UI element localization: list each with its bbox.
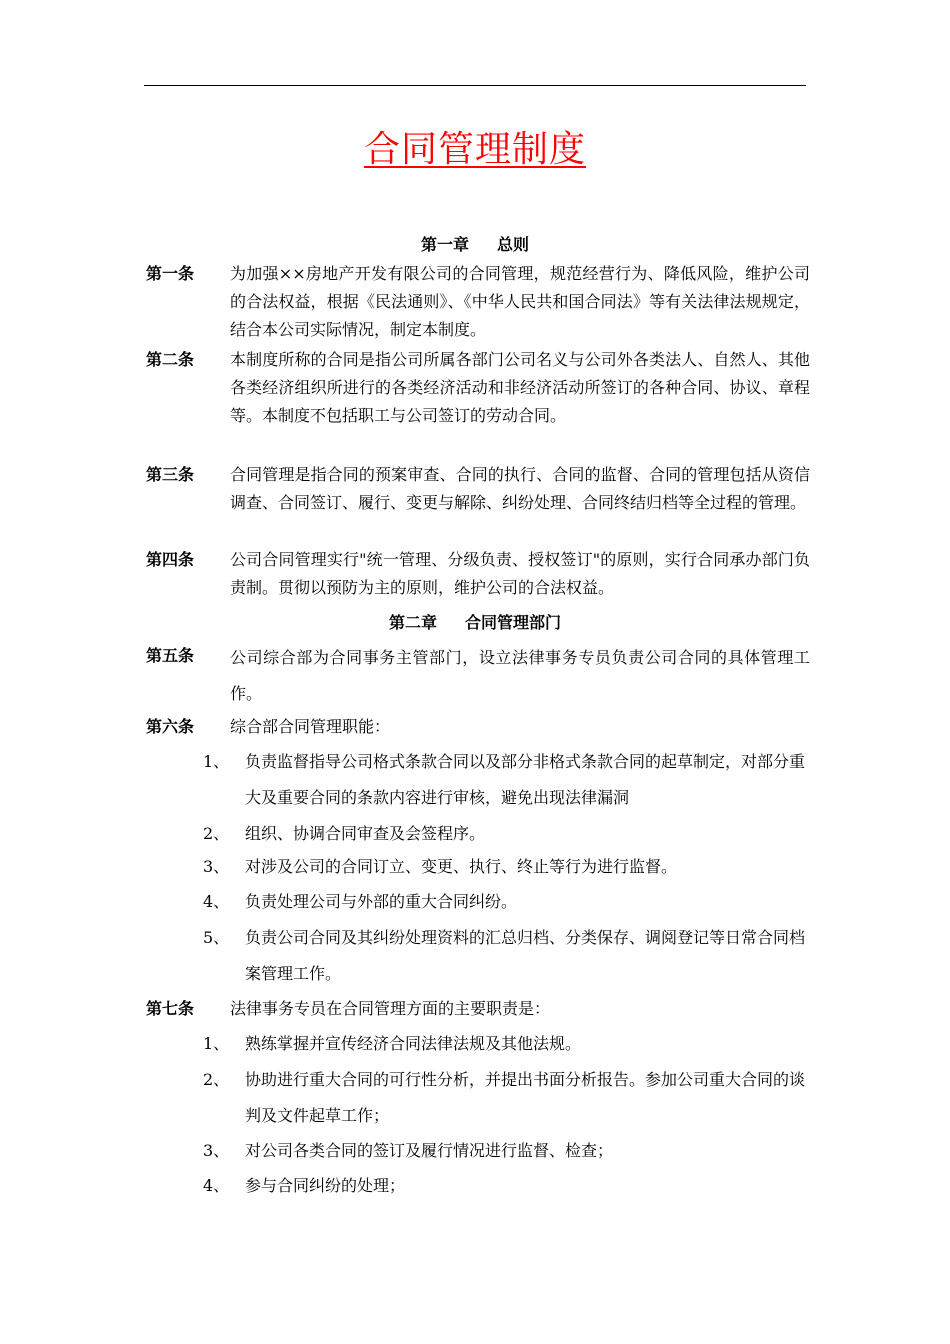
chapter-heading bbox=[0, 232, 950, 255]
article-text: 法律事务专员在合同管理方面的主要职责是： bbox=[230, 999, 551, 1018]
list-item-text: 协助进行重大合同的可行性分析，并提出书面分析报告。参加公司重大合同的谈判及文件起草工作； bbox=[245, 1070, 806, 1125]
article-label: 第七条 bbox=[146, 999, 195, 1018]
list-item-text: 对公司各类合同的签订及履行情况进行监督、检查； bbox=[245, 1141, 614, 1160]
list-number: 1、 bbox=[203, 752, 230, 771]
article-label: 第二条 bbox=[146, 350, 195, 369]
article-text: 公司合同管理实行"统一管理、分级负责、授权签订"的原则，实行合同承办部门负责制。贯彻以预防为主的原则，维护公司的合法权益。 bbox=[230, 550, 810, 597]
list-number: 4、 bbox=[203, 892, 230, 911]
article-label: 第四条 bbox=[146, 550, 195, 569]
list-number: 3、 bbox=[203, 857, 230, 876]
article-text: 公司综合部为合同事务主管部门，设立法律事务专员负责公司合同的具体管理工作。 bbox=[230, 648, 810, 703]
list-item-text: 负责监督指导公司格式条款合同以及部分非格式条款合同的起草制定，对部分重大及重要合同的条款内容进行审核，避免出现法律漏洞 bbox=[245, 752, 806, 807]
list-number: 3、 bbox=[203, 1141, 230, 1160]
list-item-text: 参与合同纠纷的处理； bbox=[245, 1176, 406, 1195]
chapter-name: 总则 bbox=[497, 235, 530, 254]
list-item-text: 负责处理公司与外部的重大合同纠纷。 bbox=[245, 892, 518, 911]
document-title: 合同管理制度 bbox=[363, 129, 586, 170]
article-label: 第三条 bbox=[146, 465, 195, 484]
article-label: 第一条 bbox=[146, 264, 195, 283]
list-item-text: 组织、协调合同审查及会签程序。 bbox=[245, 824, 486, 843]
list-number: 4、 bbox=[203, 1176, 230, 1195]
list-item-text: 熟练掌握并宣传经济合同法律法规及其他法规。 bbox=[245, 1034, 582, 1053]
article-text: 合同管理是指合同的预案审查、合同的执行、合同的监督、合同的管理包括从资信调查、合同签订、履行、变更与解除、纠纷处理、合同终结归档等全过程的管理。 bbox=[230, 465, 810, 512]
chapter-label: 第二章 bbox=[388, 613, 437, 632]
chapter-name: 合同管理部门 bbox=[465, 613, 562, 632]
chapter-heading bbox=[0, 610, 950, 633]
article-label: 第六条 bbox=[146, 717, 195, 736]
chapter-label: 第一章 bbox=[420, 235, 469, 254]
article-label: 第五条 bbox=[146, 646, 195, 665]
list-number: 2、 bbox=[203, 1070, 230, 1089]
list-number: 1、 bbox=[203, 1034, 230, 1053]
list-number: 2、 bbox=[203, 824, 230, 843]
article-text: 综合部合同管理职能： bbox=[230, 717, 391, 736]
header-rule bbox=[144, 85, 806, 86]
article-text: 为加强××房地产开发有限公司的合同管理，规范经营行为、降低风险，维护公司的合法权益，根据《民法通则》、《中华人民共和国合同法》等有关法律法规规定，结合本公司实际情况，制定本制度。 bbox=[230, 264, 810, 339]
article-text: 本制度所称的合同是指公司所属各部门公司名义与公司外各类法人、自然人、其他各类经济组织所进行的各类经济活动和非经济活动所签订的各种合同、协议、章程等。本制度不包括职工与公司签订的劳动合同。 bbox=[230, 350, 810, 425]
list-item-text: 负责公司合同及其纠纷处理资料的汇总归档、分类保存、调阅登记等日常合同档案管理工作。 bbox=[245, 928, 806, 983]
list-item-text: 对涉及公司的合同订立、变更、执行、终止等行为进行监督。 bbox=[245, 857, 678, 876]
list-number: 5、 bbox=[203, 928, 230, 947]
